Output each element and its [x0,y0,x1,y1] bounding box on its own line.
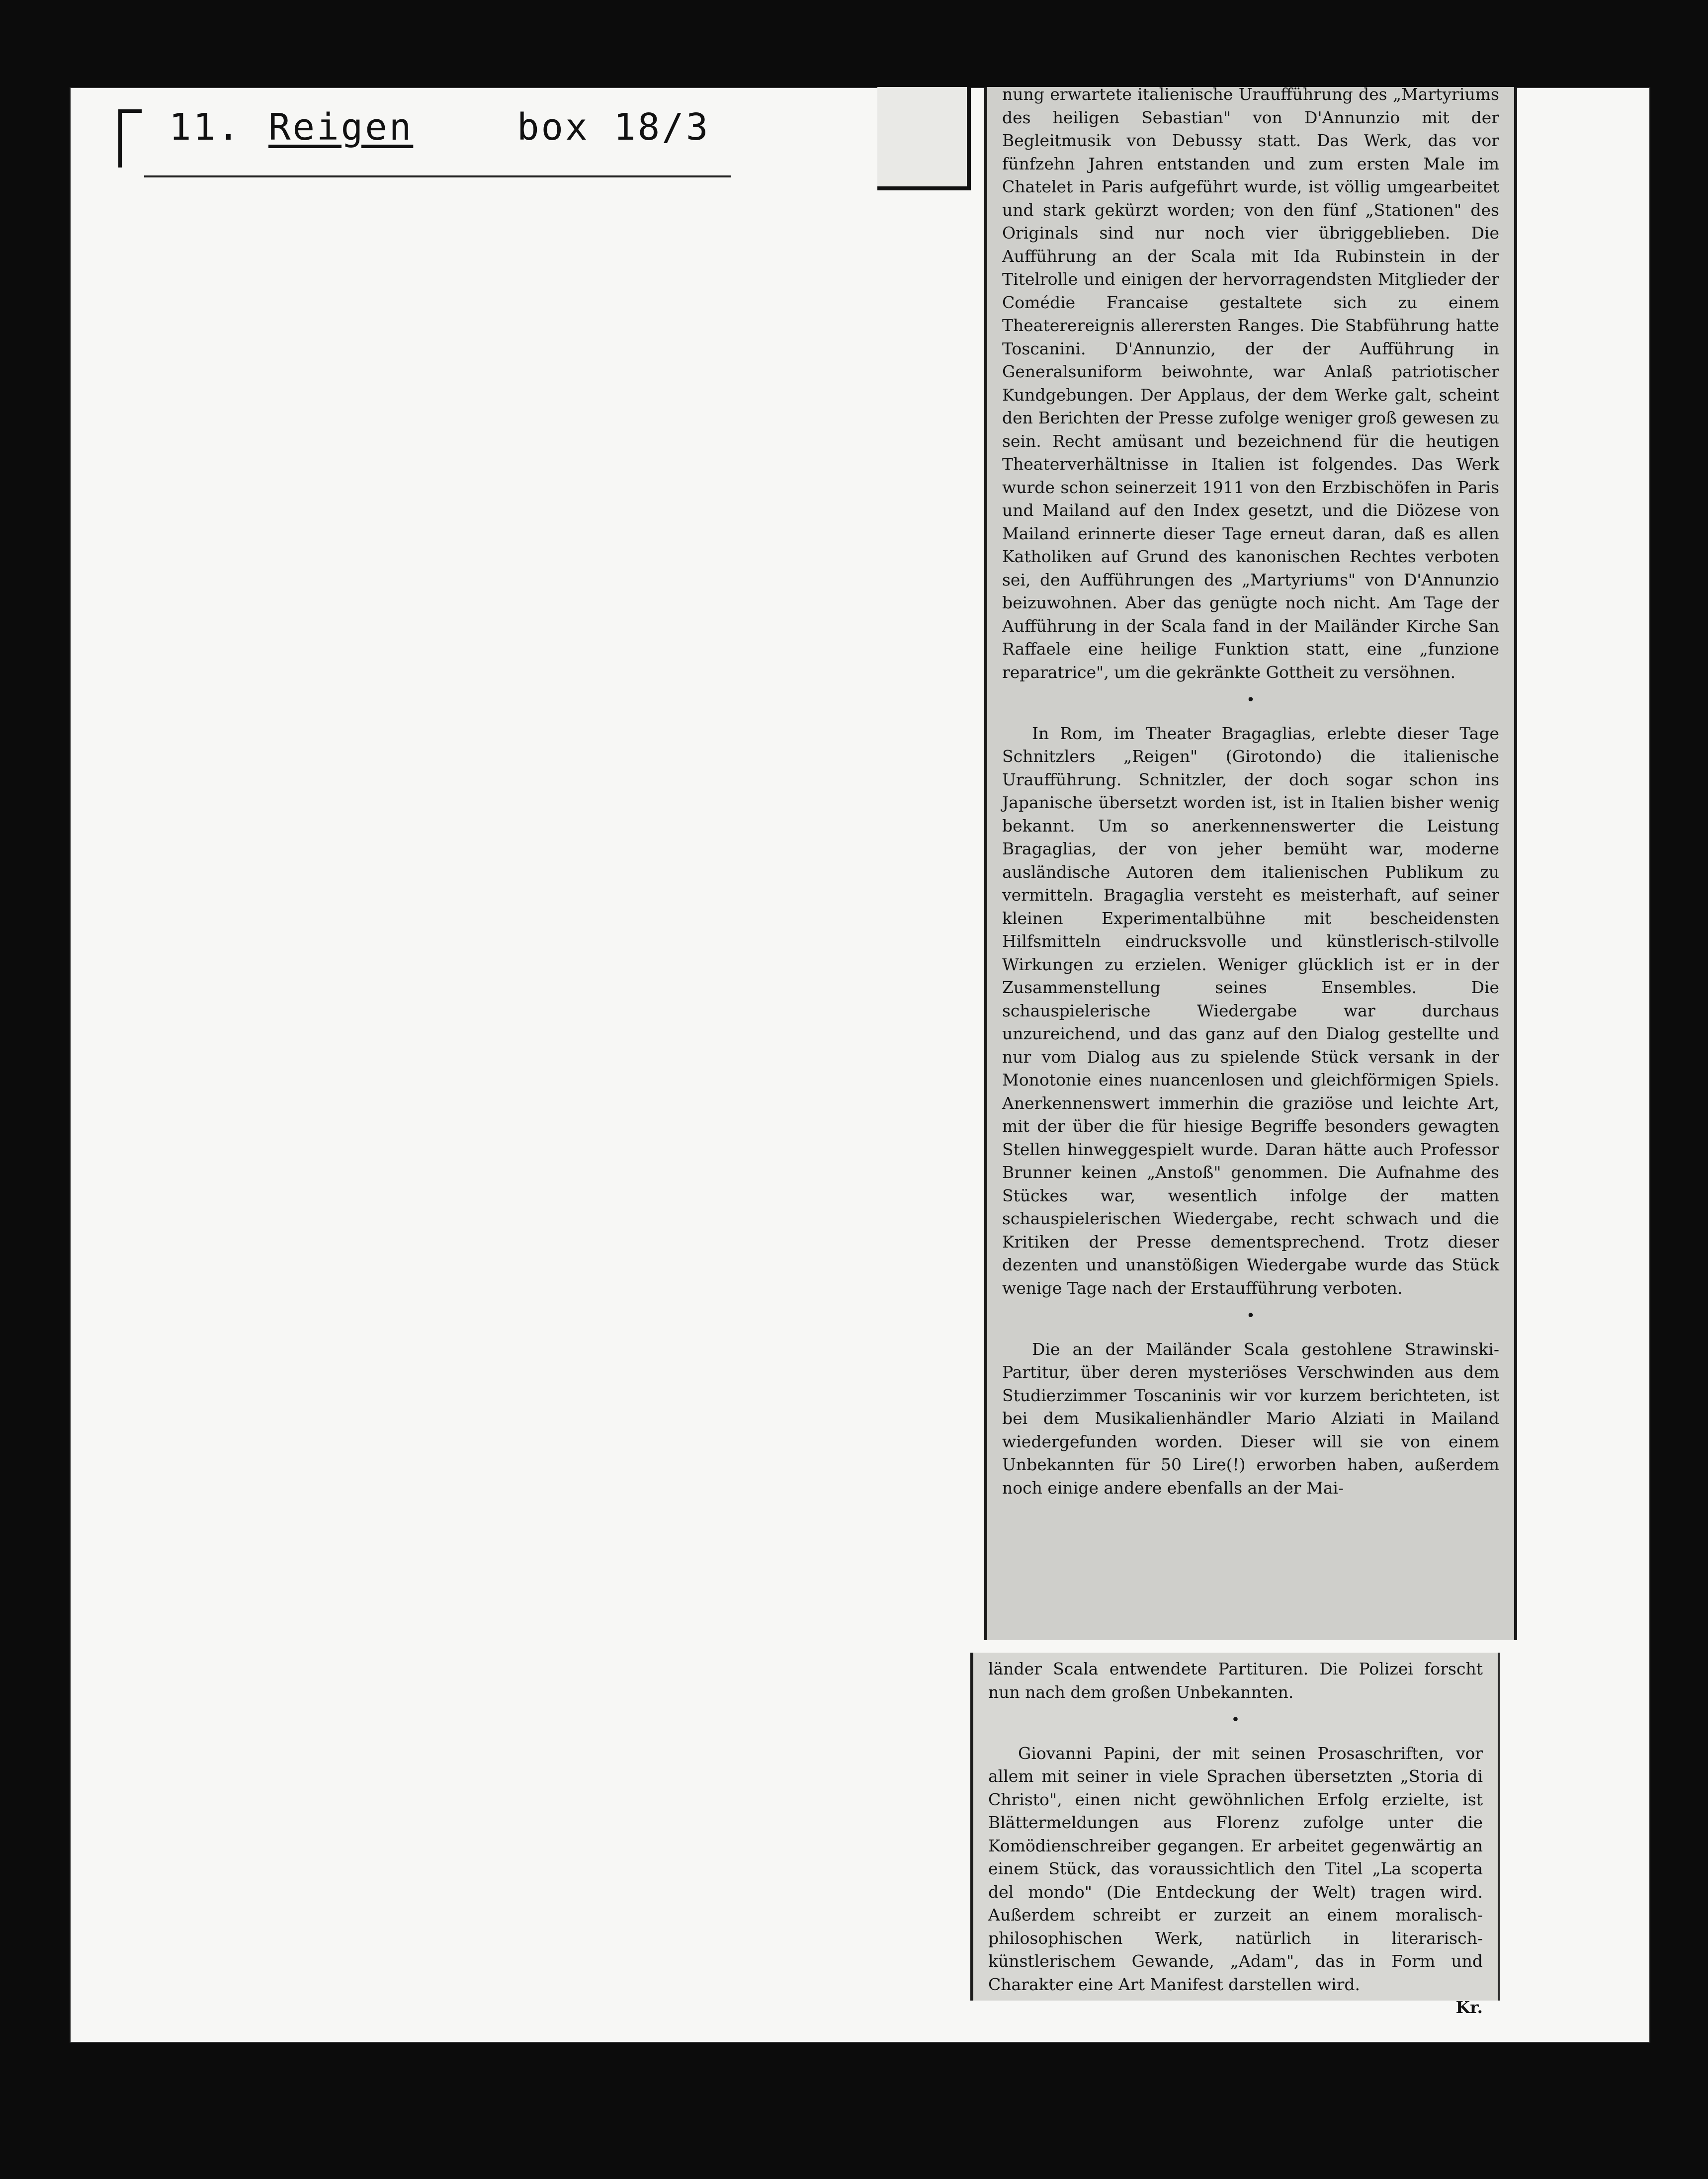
clipping-column [988,1658,1483,2019]
box-label: box 18/3 [517,106,710,149]
header-rule [144,175,731,177]
corner-mark [118,109,142,168]
folder-title: Reigen [268,106,414,149]
paragraph-reigen: In Rom, im Theater Bragaglias, erlebte dieser Tage Schnitzlers „Reigen" (Girotondo) die italienische Uraufführung. Schnitzler, der doch sogar schon ins Japanische übersetzt worden ist, ist in Italien bisher wenig bekannt. Um so anerkennenswerter die Leistung Bragaglias, der von jeher bemüht war, moderne ausländische Autoren dem italienischen Publikum zu vermitteln. Bragaglia versteht es meisterhaft, auf seiner kleinen Experimentalbühne mit bescheidensten Hilfsmitteln eindrucksvolle und künstlerisch-stilvolle Wirkungen zu erzielen. Weniger glücklich ist er in der Zusammenstellung seines Ensembles. Die schauspielerische Wiedergabe war durchaus unzureichend, und das ganz auf den Dialog gestellte und nur vom Dialog aus zu spielende Stück versank in der Monotonie eines nuancenlosen und gleichförmigen Spiels. Anerkennenswert immerhin die graziöse und leichte Art, mit der über die für hiesige Begriffe besonders gewagten Stellen hinweggespielt wurde. Daran hätte auch Professor Brunner keinen „Anstoß" genommen. Die Aufnahme des Stückes war, wesentlich infolge der matten schauspielerischen Wiedergabe, recht schwach und die Kritiken der Presse dementsprechend. Trotz dieser dezenten und unanstößigen Wiedergabe wurde das Stück wenige Tage nach der Erstaufführung verboten. [1002,723,1499,1298]
newspaper-clipping-upper [984,84,1517,1640]
paragraph-papini: Giovanni Papini, der mit seinen Prosaschriften, vor allem mit seiner in viele Sprachen übersetzten „Storia di Christo", einen nicht gewöhnlichen Erfolg erzielte, ist Blättermeldungen aus Florenz zufolge unter die Komödienschreiber gegangen. Er arbeitet gegenwärtig an einem Stück, das voraussichtlich den Titel „La scoperta del mondo" (Die Entdeckung der Welt) tragen wird. Außerdem schreibt er zurzeit an einem moralisch-philosophischen Werk, natürlich in literarisch-künstlerischem Gewande, „Adam", das in Form und Charakter eine Art Manifest darstellen wird. [988,1743,1483,1994]
clipping-column [1002,83,1499,1500]
paragraph-strawinski: Die an der Mailänder Scala gestohlene Strawinski-Partitur, über deren mysteriöses Verschwinden aus dem Studierzimmer Toscaninis wir vor kurzem berichteten, ist bei dem Musikalienhändler Mario Alziati in Mailand wiedergefunden worden. Dieser will sie von einem Unbekannten für 50 Lire(!) erworben haben, außerdem noch einige andere ebenfalls an der Mai- [1002,1339,1499,1498]
clipping-tab [877,87,971,190]
separator: • [1246,691,1255,709]
newspaper-clipping-lower [970,1653,1500,2017]
archive-page [70,84,1650,2043]
separator: • [1246,1307,1255,1325]
paragraph-strawinski-continued: länder Scala entwendete Partituren. Die Polizei forscht nun nach dem großen Unbekannten. [988,1659,1483,1702]
paragraph-martyrium: nung erwartete italienische Uraufführung des „Martyriums des heiligen Sebastian" von D'Annunzio mit der Begleitmusik von Debussy statt. Das Werk, das vor fünfzehn Jahren entstanden und zum ersten Male im Chatelet in Paris aufgeführt wurde, ist völlig umgearbeitet und stark gekürzt worden; von den fünf „Stationen" des Originals sind nur noch vier übriggeblieben. Die Aufführung an der Scala mit Ida Rubinstein in der Titelrolle und einigen der hervorragendsten Mitglieder der Comédie Francaise gestaltete sich zu einem Theaterereignis allerersten Ranges. Die Stabführung hatte Toscanini. D'Annunzio, der der Aufführung in Generalsuniform beiwohnte, war Anlaß patriotischer Kundgebungen. Der Applaus, der dem Werke galt, scheint den Berichten der Presse zufolge weniger groß gewesen zu sein. Recht amüsant und bezeichnend für die heutigen Theaterverhältnisse in Italien ist folgendes. Das Werk wurde schon seinerzeit 1911 von den Erzbischöfen in Paris und Mailand auf den Index gesetzt, und die Diözese von Mailand erinnerte dieser Tage erneut daran, daß es allen Katholiken auf Grund des kanonischen Rechtes verboten sei, den Aufführungen des „Martyriums" von D'Annunzio beizuwohnen. Aber das genügte noch nicht. Am Tage der Aufführung in der Scala fand in der Mailänder Kirche San Raffaele eine heilige Funktion statt, eine „funzione reparatrice", um die gekränkte Gottheit zu versöhnen. [1002,84,1499,682]
separator: • [1231,1711,1240,1729]
author-signature: Kr. [1455,1998,1483,2017]
archive-header [99,97,736,171]
folder-number: 11. [169,106,242,149]
